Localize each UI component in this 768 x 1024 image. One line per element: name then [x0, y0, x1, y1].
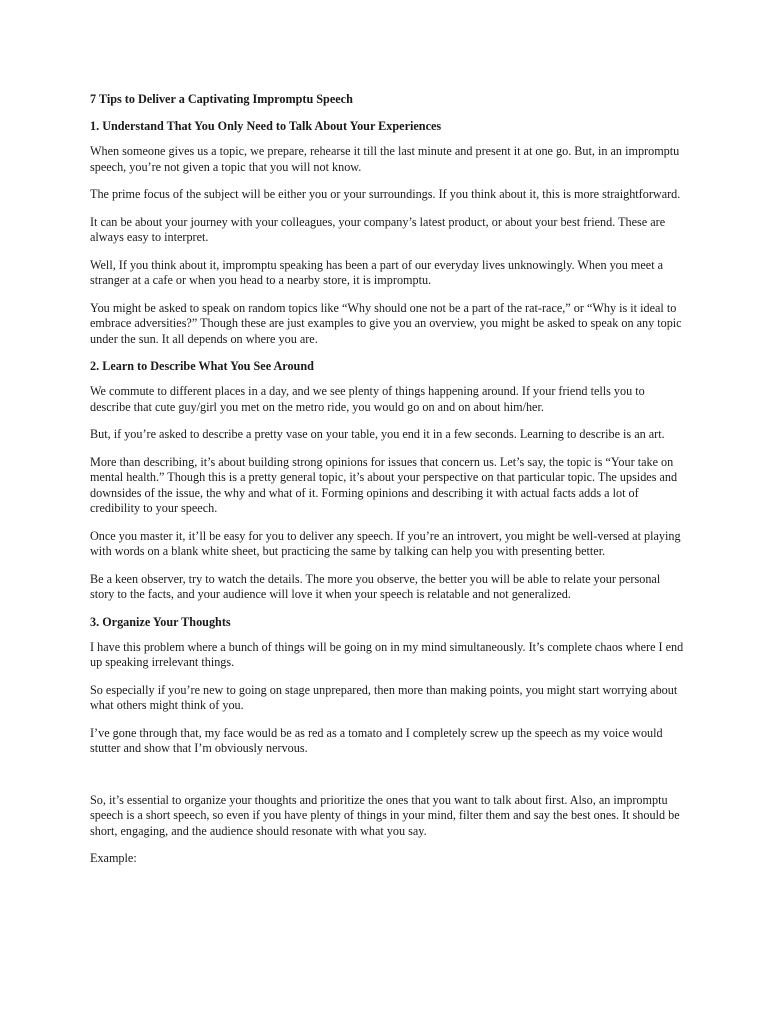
example-label: Example: [90, 851, 137, 865]
paragraph: So especially if you’re new to going on stage unprepared, then more than making points, you might start worrying about what others might think of you. [90, 682, 678, 712]
paragraph: So, it’s essential to organize your thoughts and prioritize the ones that you want to talk about first. Also, an impromptu speech is a short speech, so even if you have plenty of things in your mind, filter them and say the best ones. It should be short, engaging, and the audience should resonate with what you say. [90, 792, 680, 838]
paragraph: But, if you’re asked to describe a pretty vase on your table, you end it in a few seconds. Learning to describe is an art. [90, 427, 665, 441]
section-heading: 1. Understand That You Only Need to Talk About Your Experiences [90, 119, 442, 133]
section-heading: 3. Organize Your Thoughts [90, 614, 231, 629]
paragraph: Be a keen observer, try to watch the details. The more you observe, the better you will be able to relate your personal story to the facts, and your audience will love it when your speech is relatable and not generalized. [90, 571, 661, 601]
paragraph: I have this problem where a bunch of things will be going on in my mind simultaneously. It’s complete chaos where I end up speaking irrelevant things. [90, 639, 684, 669]
paragraph: It can be about your journey with your colleagues, your company’s latest product, or about your best friend. These are always easy to interpret. [90, 214, 666, 244]
paragraph: When someone gives us a topic, we prepare, rehearse it till the last minute and present it at one go. But, in an impromptu speech, you’re not given a topic that you will not know. [90, 144, 680, 174]
section-3 [90, 615, 684, 867]
section-2 [90, 359, 684, 603]
paragraph: The prime focus of the subject will be either you or your surroundings. If you think about it, this is more straightforward. [90, 187, 681, 201]
paragraph: I’ve gone through that, my face would be as red as a tomato and I completely screw up the speech as my voice would stutter and show that I’m obviously nervous. [90, 725, 663, 755]
paragraph: You might be asked to speak on random topics like “Why should one not be a part of the rat-race,” or “Why is it ideal to embrace adversities?” Though these are just examples to give you an overview, you might be asked to speak on any topic under the sun. It all depends on where you are. [90, 300, 682, 346]
paragraph: Once you master it, it’ll be easy for you to deliver any speech. If you’re an introvert, you might be well-versed at playing with words on a blank white sheet, but practicing the same by talking can help you with presenting better. [90, 528, 681, 558]
paragraph: More than describing, it’s about building strong opinions for issues that concern us. Let’s say, the topic is “Your take on mental health.” Though this is a pretty general topic, it’s about your perspective on that particular topic. The upsides and downsides of the issue, the why and what of it. Forming opinions and describing it with actual facts adds a lot of credibility to your speech. [90, 454, 678, 515]
document-title: 7 Tips to Deliver a Captivating Impromptu Speech [90, 92, 353, 106]
section-1 [90, 119, 684, 347]
blank-line-spacer [90, 769, 684, 793]
section-heading: 2. Learn to Describe What You See Around [90, 359, 314, 373]
paragraph: Well, If you think about it, impromptu speaking has been a part of our everyday lives unknowingly. When you meet a stranger at a cafe or when you head to a nearby store, it is impromptu. [90, 257, 664, 287]
paragraph: We commute to different places in a day, and we see plenty of things happening around. If your friend tells you to describe that cute guy/girl you met on the metro ride, you would go on and on about him/her. [90, 384, 645, 414]
